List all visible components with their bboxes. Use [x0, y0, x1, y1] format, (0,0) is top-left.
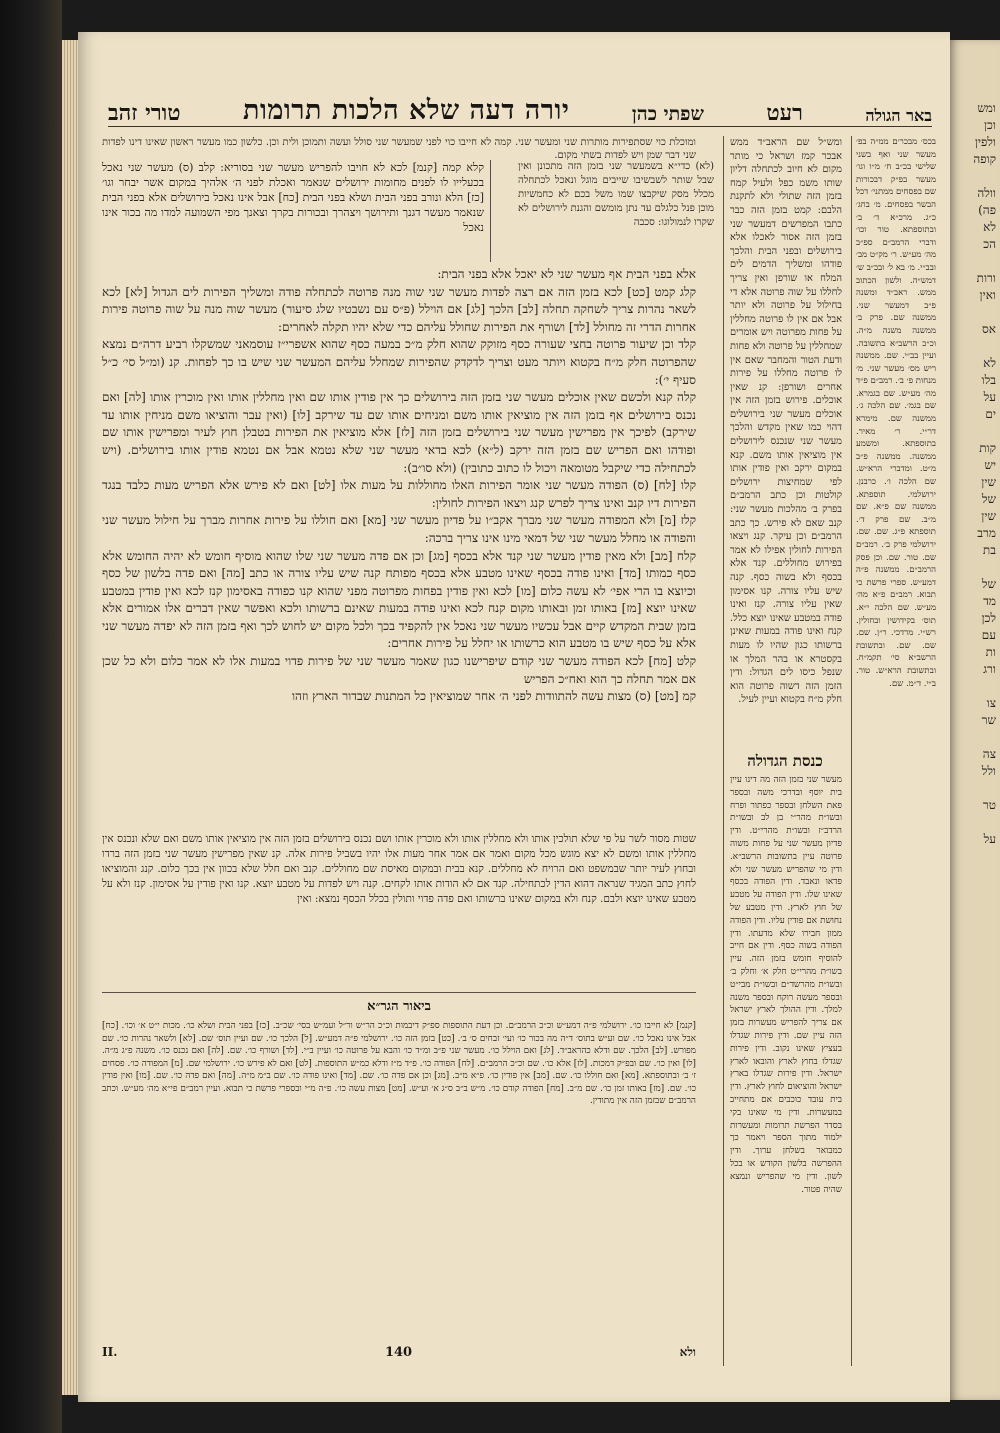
shulchan-aruch-text [102, 266, 696, 826]
fragment-line: בת [982, 543, 996, 557]
fragment-line [950, 338, 996, 355]
fragment-line: ורג [983, 662, 996, 676]
footer-page-number: 140 [384, 1344, 413, 1360]
fragment-line: ולפין [974, 135, 996, 149]
paragraph: קלו [לח] (ס) הפודה מעשר שני אומר הפירות האלו מחוללות על מעות אלו [לט] ואם לא פירש אלא הפריש מעות כלבד בנגד הפירות דיו קנב ואינו צריך לפרש קנג ויצאו הפירות לחולין: [102, 478, 696, 510]
gra-divider [102, 992, 696, 993]
fragment-line [950, 678, 996, 695]
fragment-line: ולל [981, 764, 996, 778]
fragment-line: פה) [978, 203, 996, 217]
paragraph: אלא בפני הבית אף מעשר שני לא יאכל אלא בפני הבית: [437, 267, 696, 281]
fragment-line: שין [981, 509, 996, 523]
fragment-line: קופה [973, 152, 996, 166]
header-taz: טורי זהב [108, 100, 181, 126]
fragment-line [950, 814, 996, 831]
book-page [78, 32, 950, 1402]
fragment-line: הכ [983, 237, 996, 251]
fragment-line: לכן [981, 611, 996, 625]
header-page-number: רעט [766, 100, 803, 126]
fragment-line [950, 559, 996, 576]
fragment-line: מרב [977, 526, 996, 540]
fragment-line: ות [985, 645, 996, 659]
fragment-line: שר [981, 713, 996, 727]
header-title: יורה דעה שלא הלכות תרומות [243, 95, 570, 126]
fragment-line [950, 423, 996, 440]
fragment-line: של [981, 577, 996, 591]
book-binding [0, 0, 62, 1433]
fragment-line: וולה [977, 186, 996, 200]
fragment-line [950, 253, 996, 270]
fragment-line: קות [979, 441, 996, 455]
column-divider [723, 136, 724, 1366]
gra-title: ביאור הגר״א [367, 999, 431, 1014]
fragment-line: בלו [981, 373, 996, 387]
column-divider [851, 136, 852, 1366]
header-shach: שפתי כהן [631, 103, 704, 125]
page-footer [102, 1342, 696, 1362]
adjacent-page-fragment [950, 40, 1000, 848]
taz-lower-text: שטות מסור לשר על פי שלא תולכין אותו ולא מחללין אותו ולא מוכרין אותו ושם נכנס בירושלים בזמן הזה אין מוציאין אותו משם ואם שלא ונכנס אין מחללין אותו ומשם לא יצא מוגש מכל מקום ואמר אם אמר אחר מעות אלו יהיו בשביל פירות אלה. קנ שאין מפרישין מעשר שני בזמן הזה ברדו ובחוץ לעיר יותר שבמשפט ואם הרויח לא מחללים. קנא בבית ובמקום מאיסת שם מחוללים. קנב ואם חלל שלא בכוון אין בכך כלום. קנג והמוציאו לחוץ כתב המגיד שנראה דהוא הדין לכתחילה. קנד אם לא הודות אותו לקחים. קנה ויש לפדות על מטבע יוצא. קנו ואין פודין על אסימון. קנז ולא על מטבע שאינו יוצא ולבם. קנח ולא במקום שאינו ברשותו ואם פדה פדוי ותולין בכלל הכסף נמצא: ואין [102, 833, 696, 905]
fragment-line: צו [986, 696, 996, 710]
shach-commentary: ומש״ל שם הראב״ד ממש אבכר קמז ושראל כי מותר מקום לא חיוב לכתחלה דליון שותו משמ כפל ולעיל קמח בזמן הזה שתולי ולא לתקנת הלבם: קמט בזמן הזה כבר כתבו המפרשים דמעשר שני בזמן הזה אסור לאכלו אלא בירושלים ובפני הבית והלכך פודהו ומשליך הדמים לים המלח או שורפן ואין צריך לחללו על שוה פרוטה אלא די בחילול על פרוטה ולא יותר אבל אם אין לו פרוטה מחללין על פחות מפרוטה ויש אומרים שמחללין על פרוטה ולא פחות ודעת הטור והמחבר שאם אין לו פרוטה מחללו על פירות אחרים ושורפן: קנ שאין אוכלים. פירוש בזמן הזה אין אוכלים מעשר שני בירושלים דהוי כמו שאין מקדש והלכך מעשר שני שנכנס לירושלים אין מוציאין אותו משם. קנא במקום ירקב ואין פודין אותו לפי שמחיצות ירושלים קולטות וכן כתב הרמב״ם בפרק ב׳ מהלכות מעשר שני: קנב שאם לא פירש. כך כתב הרמב״ם וכן עיקר. קנג ויצאו הפירות לחולין אפילו לא אמר בפירוש מחוללים. קנד אלא בכסף ולא בשוה כסף. קנה שיש עליו צורה. קנו אסימון שאין עליו צורה. קנז ואינו פודה במטבע שאינו יוצא כלל. קנח ואינו פודה במעות שאינן ברשותו כגון שהיו לו מעות בקסטרא או בהר המלך או שנפל כיסו לים הגדול: ודין הזמן הזה דשוה פרוטה הוא חלק מ״ח בקטוא ועיין לעיל. [730, 137, 842, 706]
header-beer-hagolah: באר הגולה [865, 106, 932, 125]
adjacent-page-edge [950, 40, 1000, 1400]
main-text-intro: קלא קמה [קנמ] לכא לא חויבו להפריש מעשר שני בסוריא: קלב (ס) מעשר שני נאכל בכעלייו לו לפנים מחומות ירושלים שנאמר ואכלת לפני ה׳ אלהיך במקום אשר יבחר וגו׳ [כז] הלא ונורב בפני הבית ושלא בפני הבית [כח] אבל אינו נאכל בירושלים אלא בפני הבית שנאמר מעשר דגנך ותירושך ויצהרך ובכורות בקרך וצאנך מפי השמועה למדו מה בכור אינו נאכל [102, 161, 484, 234]
fragment-line: אס [981, 322, 996, 336]
paragraph: קלד וכן שיעור פרוטה בחצי שעורה כסף מזוקק שהוא חלק מ״כ במעה כסף שהוא אשפרי״ז עוסמאני שמשקלו רביע דרה״ם נמצא שהפרוטה חלק מ״ח בקטוא ויותר מעט וצריך לדקדק שהפירות שמחלל עליהם המעשר שני שיש בו כך לפחות. קנ (ומ״ל סי׳ כ״ל סעיף י׳): [102, 337, 696, 387]
paragraph: קלז [מ] ולא המפודה מעשר שני מברך אקב״ו על פדיון מעשר שני [מא] ואם חוללו על פירות אחרות מברך על חילול מעשר שני והפודה או מחלל מעשר שני של דמאי מינו אינו צריך ברכה: [102, 513, 696, 545]
taz-top-text: ומוכלת כוי שסתפירות מותרות שני ומעשר שני. קמה לא חייבו כוי לפני שמעשר שני סולל ועשה ותמוכן ולית וכן. כלשון כמו מעשר ראשון שאינו דינו לפדות שני דבר שמן ויש לפדות בשתי מקום. [102, 137, 696, 161]
catchword: ולא [679, 1344, 696, 1359]
knesset-hagedolah-title: כנסת הגדולה [747, 752, 823, 770]
fragment-line: צה [982, 747, 996, 761]
gra-commentary: [קנמ] לא חייבו כו׳. ירושלמי פ״ה דמע״ש וכ״כ הרמב״ם. וכן דעת התוספות ספ״ק דיבמות וכ״כ הר״ש ור״ל ועמ״ש בסי׳ שכ״ב. [כז] בפני הבית ושלא כו׳. מכות י״ט א׳ וכו׳. [כח] אבל אינו נאכל כו׳. שם וע״ש בתוס׳ ד״ה מה בכור כו׳ ועי׳ זבחים ס׳ ב׳. [כט] בזמן הזה כו׳. ירושלמי פ״ה דמע״ש. [ל] הלכך כו׳. שם ועיין תוס׳ שם. [לא] ולשאר נהרות כו׳. שם מפורש. [לב] הלכך. שם ודלא כהראב״ד. [לג] ואם הוילל כו׳. מעשר שני פ״ב ומ״ד כו׳ והבא על פרוטה כו׳ ועיין ב״י. [לד] ושורף כו׳. שם. [לה] ואם נכנס כו׳. משנה פ״ג מ״ה. [לו] ואין כו׳. שם ובפ״ק דמכות. [לז] אלא כו׳. שם וכ״כ הרמב״ם. [לח] הפודה כו׳. פ״ד מ״ז ודלא כמ״ש התוספות. [לט] ואם לא פירש כו׳. ירושלמי שם. [מ] המפודה כו׳. פסחים ז׳ ב׳ ובתוספתא. [מא] ואם חוללו כו׳. שם. [מב] אין פודין כו׳. פ״א מ״ב. [מג] וכן אם פדה כו׳. שם. [מד] ואינו פודה כו׳. שם ב״מ מ״ה. [מה] ואם פדה כו׳. שם. [מו] ואין פודין כו׳. שם. [מז] באותו זמן כו׳. שם מ״ב. [מח] הפודה קודם כו׳. מ״ש ב״ב ס״ג א׳ וע״ש. [מט] מצות עשה כו׳. פ״ה מ״י ובספרי פרשת כי תבוא. ועיין רמב״ם פי״א מה׳ מע״ש. וכתב הרמב״ם שבזמן הזה אין מתודין. [102, 1021, 696, 1106]
page-edges [62, 40, 78, 1395]
beer-hagolah-column: בכס׳ מבכר׳ם ממ״ה בפ׳ מעשר שני ואף בשני שלישי בכ״ב ח׳ מ״ו וגו׳ מעשר בפ״ק דבכורות שם בפסחים ממתני׳ דכל הבשר בפסחים. מ׳ בחג׳ כ״ג. מרכ״א ד׳ ב׳ ובתוספתא. טור וכו׳ ודברי הרמב״ם ספ״ב מה׳ מע״ש. ר׳ מק״ט מב׳ ובב״י. מ׳ בא ל׳ ובכ״ב ש׳ דמש״ה. ולשון הכתוב ממש. ראב״ד ומשנה פ״ב דמעשר שני. ממשנה שם. פרק ב׳ ממשנה משנה מ״ה. וכ״כ הרשב״א בתשובה. ועיין בב״י. שם. ממשנה ריש מס׳ מעשר שני. מ׳ מנחות פ׳ ב׳. רמב״ם פ״ד מה׳ מע״ש. שם בגמרא. שם בגמ׳. שם הלכה ג׳. ממשנה שם. מימרא דר״י. ר׳ מאיר. בתוספתא. ומשמע ממשנה. ממשנה פ״ב מ״ט. ומדברי הרא״ש. שם הלכה ו׳. כרבנן. ירושלמי. תוספתא. ממשנה שם פ״א. שם מ״ב. שם פרק ד׳. תוספתא פ״ג. שם. שם. ירושלמי פרק ב׳. רמב״ם שם. טור. שם. וכן פסק הרמב״ם. ממשנה פ״ה דמע״ש. ספרי פרשת כי תבוא. רמב״ם פ״א מה׳ מע״ש. שם הלכה י״א. תוס׳ בקידושין ובחולין. רש״י. מרדכי. ר״ן. שם. שם. שם. ובתשובת הרשב״א סי׳ תקמ״ח. ובתשובת הרא״ש. טור. ב״י. ד״מ. שם. [856, 137, 936, 689]
knesset-hagedolah-text: מעשר שני בזמן הזה מה דינו עיין בית יוסף ובדרכי משה ובספר פאת השלחן ובספר כפתור ופרח ובשו״ת מהר״י בן לב ובשו״ת הרדב״ז ובשו״ת מהרי״ט. ודין פדיון מעשר שני על פחות משוה פרוטה עיין בתשובות הרשב״א. ודין מי שהפריש מעשר שני ולא פדאו ונאבד. ודין הפודה בכסף שאינו שלו. ודין הפודה על מטבע של חוץ לארץ. ודין מטבע של נחושת אם פודין עליו. ודין הפודה ממון חבירו שלא מדעתו. ודין הפודה בשוה כסף. ודין אם חייב להוסיף חומש בזמן הזה. עיין בשו״ת מהרי״ט חלק א׳ וחלק ב׳ ובשו״ת מהרשד״ם ובשו״ת מבי״ט ובספר מעשה רוקח ובספר משנה למלך. ודין ההולך לארץ ישראל אם צריך להפריש מעשרות בזמן הזה עיין שם. ודין פירות שגדלו בעציץ שאינו נקוב. ודין פירות שגדלו בחוץ לארץ והובאו לארץ ישראל. ודין פירות שגדלו בארץ ישראל והוציאום לחוץ לארץ. ודין בית עובד כוכבים אם מתחייב במעשרות. ודין מי שאינו בקי בסדר הפרשת תרומות ומעשרות ילמוד מתוך הספר ויאמר כך כמבואר בשלחן ערוך. ודין ההפרשה בלשון הקודש או בכל לשון. ודין מי שהפריש ונמצא שהיה פטור. [730, 775, 842, 1195]
paragraph: קלט [מח] לכא הפודה מעשר שני קודם שיפרישנו כגון שאמר מעשר שני של פירות פדוי במעות אלו לא אמר כלום ולא כל שכן אם אמר תחלה כך הוא ואח״כ הפריש [102, 654, 696, 686]
fragment-line: טר [982, 798, 996, 812]
fragment-line: ים [985, 407, 996, 421]
fragment-line: של [981, 492, 996, 506]
fragment-line: וכן [984, 118, 996, 132]
fragment-line [950, 729, 996, 746]
fragment-line: יש [984, 458, 996, 472]
fragment-line: על [983, 390, 996, 404]
fragment-line: עם [981, 628, 996, 642]
rema-gloss: (לא) כדי״א בשמעשר שני בזמן הזה מתכונן ואין שבל שותר לשבשיבו שייבים מוגל ונאכל לכתחלה מכלל מסק שיקבצו שמו משל בכם לא כחמשיות מוכן פנל כלגלם עד נתן מומשם והגנת לירושלים לא שקרו לנמולוגו: סכבה [518, 161, 714, 228]
fragment-line [950, 780, 996, 797]
fragment-line: ומש [977, 101, 996, 115]
column-divider [490, 160, 491, 262]
fragment-line: ואין [979, 288, 996, 302]
fragment-line [950, 304, 996, 321]
fragment-line: לא [983, 356, 996, 370]
fragment-line: לא [983, 220, 996, 234]
signature-mark: II. [102, 1345, 118, 1359]
paragraph: קלג קמט [כט] לכא בזמן הזה אם רצה לפדות מעשר שני שוה מנה פרוטה לכתחלה פודה ומשליך הפירות לים הגדול [לא] לכא לשאר נהרות צריך לשחקה תחלה [לב] הלכך [לג] אם הוילל (פ״ס עם נשבטיו שלג סיעור) מעשר שוה מנה על שוה פרוטה פירות אחרות הדרי זה מחולל [לד] ושורף את הפירות שחולל עליהם כדי שלא יהיו תקלה לאחרים: [102, 284, 697, 334]
running-header [108, 86, 932, 127]
paragraph: קלה קנא ולכשם שאין אוכלים מעשר שני בזמן הזה בירושלים כך אין פודין אותו שם ואין מחללין אותו ואין מוכרין אותו [לה] ואם נכנס בירושלים אף בזמן הזה אין מוציאין אותו משם ומניחים אותו שם עד שירקב [לו] (ואין עבר והוציאו משם מניחין אותו עד שירקב) לפיכך אין מפרישין מעשר שני בירושלים בזמן הזה [לז] אלא מוציאין את הפירות בטבלן חוץ לעיר ומפרישין אותו שם ופודהו ואם הפריש שם בזמן הזה ירקב (ל״א) לכא בדאי מעשר שני שלא נטמא אבל אם נטמא פודין אותו בירושלים. (ויש לכתחילה כדי שיקבל מטומאה ויכול לו כתוב כתובין) (ולא סו״ב): [102, 390, 696, 475]
fragment-line [950, 168, 996, 185]
fragment-line: על [983, 832, 996, 846]
paragraph: קמ [מט] (ס) מצות עשה להתוודות לפני ה׳ אחר שמוציאין כל המתנות שבדור הארץ וזהו [291, 689, 696, 704]
fragment-line: ורות [976, 271, 996, 285]
fragment-line: שין [981, 475, 996, 489]
paragraph: קלח [מב] ולא מאין פודין מעשר שני קנד אלא בכסף [מג] וכן אם פדה מעשר שני שלו שהוא מוסיף חומש לא יהיה החומש אלא כסף כמותו [מד] ואינו פודה בכסף שאינו מטבע אלא בכסף מפותח קנה שיש עליו צורה או כתב [מה] ואם פדה בלשון של כסף וכיוצא בו הרי אפי׳ לא עשה כלום [מו] לכא ואין פודין בפחות מפרוטה מפני שהוא קנו כפודה באסימון קנז לכא ואין פודין במטבע שאינו יוצא [מז] באותו זמן ובאותו מקום קנח לכא ואינו פודה במעות שאינם ברשותו ולכא ואפשר שאין דברים אלו אמורים אלא בזמן שבית המקדש קיים אבל עכשיו מעשר שני נאכל אין להקפיד בכך ולכל מקום יש לחוש לכך ואף בזמן הזה לא יפדה מעשר שני אלא על כסף שיש בו מטבע הוא כרשותו או יחלל על פירות אחרים: [102, 548, 697, 651]
fragment-line: מד [983, 594, 996, 608]
